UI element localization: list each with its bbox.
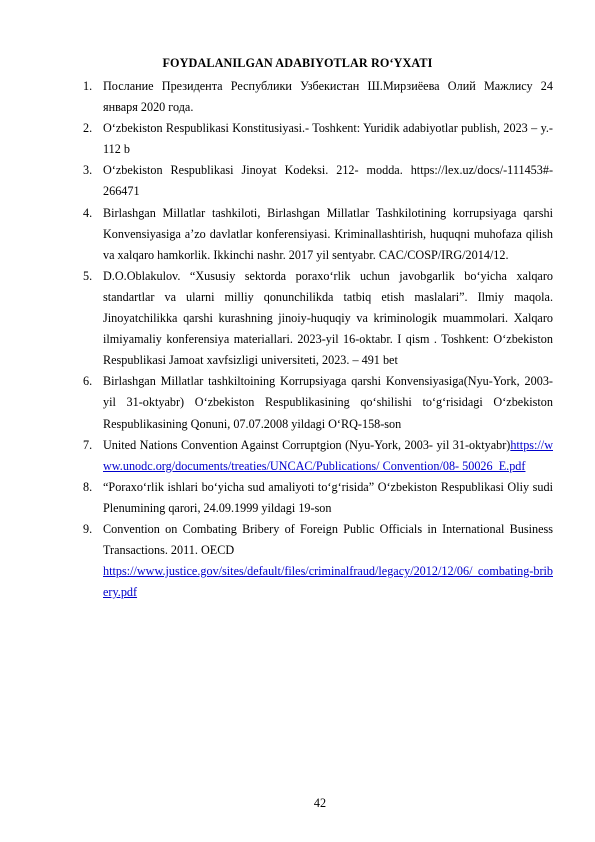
reference-text: Convention on Combating Bribery of Foreign Public Officials in International Business Transactions. 2011. OECD: [103, 521, 553, 558]
reference-item: [83, 203, 553, 266]
reference-number: 6.: [83, 374, 93, 389]
reference-text: Послание Президента Республики Узбекистан Ш.Мирзиёева Олий Мажлису 24 января 2020 года.: [103, 79, 553, 115]
reference-number: 5.: [83, 268, 93, 283]
reference-item: [83, 435, 553, 477]
reference-item: [83, 76, 553, 118]
reference-link[interactable]: https://www.justice.gov/sites/default/files/criminalfraud/legacy/2012/12/06/ combating-bribery.pdf: [103, 564, 553, 600]
reference-text: United Nations Convention Against Corruptgion (Nyu-York, 2003- yil 31-oktyabr): [103, 437, 511, 452]
reference-link[interactable]: https://www.unodc.org/documents/treaties/UNCAC/Publications/ Convention/08- 50026_E.pdf: [103, 437, 553, 473]
reference-text: O‘zbekiston Respublikasi Jinoyat Kodeksi. 212- modda. https://lex.uz/docs/-111453#- 266471: [103, 163, 553, 199]
reference-item: [83, 477, 553, 519]
reference-item: [83, 266, 553, 371]
reference-number: 2.: [83, 121, 93, 136]
reference-number: 1.: [83, 79, 93, 93]
reference-number: 4.: [83, 205, 93, 220]
reference-item: [83, 118, 553, 160]
reference-text: D.O.Oblakulov. “Xususiy sektorda poraxo‘rlik uchun javobgarlik bo‘yicha xalqaro standartlar va ularni milliy qonunchilikda tatbiq etish maslalari”. Ilmiy maqola. Jinoyatchilikka qarshi kurashning jinoiy-huquqiy va kriminologik muammolari. Xalqaro ilmiyamaliy konferensiya materiallari. 2023-yil 16-oktabr. I qism . Toshkent: O‘zbekiston Respublikasi Jamoat xavfsizligi universiteti, 2023. – 491 bet: [103, 268, 553, 368]
reference-item: [83, 371, 553, 434]
reference-number: 8.: [83, 479, 93, 494]
page-number: 42: [313, 796, 327, 810]
page-title: FOYDALANILGAN ADABIYOTLAR RO‘YXATI: [162, 56, 433, 70]
reference-number: 9.: [83, 521, 93, 536]
reference-text: O‘zbekiston Respublikasi Konstitusiyasi.- Toshkent: Yuridik adabiyotlar publish, 2023 – y.- 112 b: [103, 121, 553, 157]
reference-text: “Poraxo‘rlik ishlari bo‘yicha sud amaliyoti to‘g‘risida” O‘zbekiston Respublikasi Oliy sudi Plenumining qarori, 24.09.1999 yildagi 19-son: [103, 479, 553, 515]
reference-number: 3.: [83, 163, 93, 178]
reference-list: [83, 76, 553, 603]
reference-text: Birlashgan Millatlar tashkiloti, Birlashgan Millatlar Tashkilotining korrupsiyaga qarshi Konvensiyasiga a’zo davlatlar konferensiyasi. Kriminallashtirish, huquqni muhofaza qilish va xalqaro hamkorlik. Ikkinchi nashr. 2017 yil sentyabr. CAC/COSP/IRG/2014/12.: [103, 205, 553, 262]
reference-item: [83, 519, 553, 603]
reference-text: Birlashgan Millatlar tashkiltoining Korrupsiyaga qarshi Konvensiyasiga(Nyu-York, 2003- yil 31-oktyabr) O‘zbekiston Respublikasining qo‘shilishi to‘g‘risidagi O‘zbekiston Respublikasining Qonuni, 07.07.2008 yildagi O‘RQ-158-son: [103, 374, 553, 431]
reference-number: 7.: [83, 437, 93, 452]
reference-item: [83, 160, 553, 202]
